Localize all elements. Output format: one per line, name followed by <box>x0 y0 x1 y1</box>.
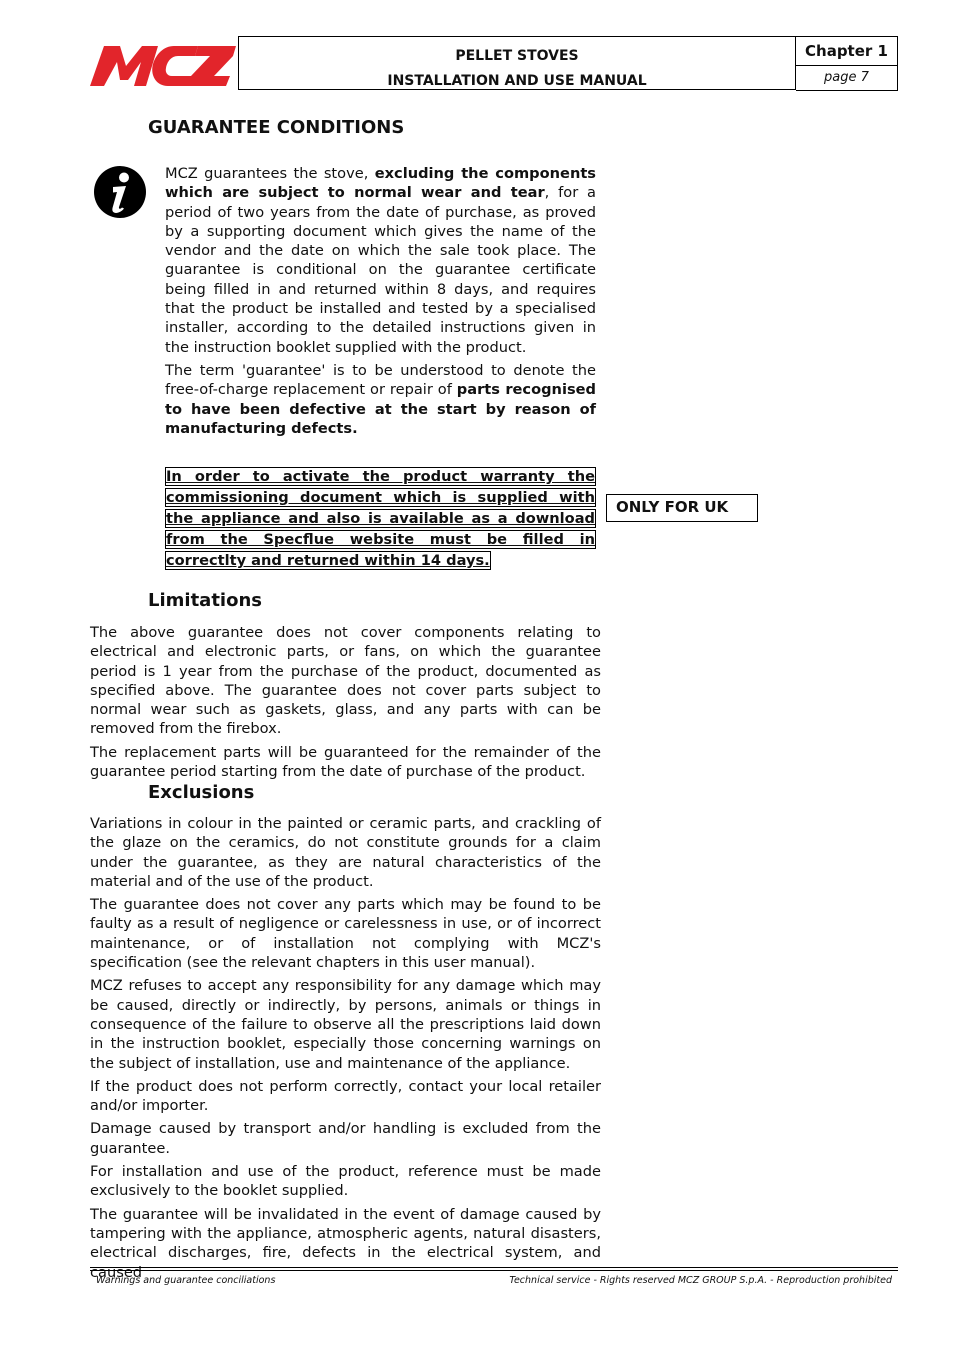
warranty-notice <box>165 466 596 571</box>
footer-right-text: Technical service - Rights reserved MCZ GROUP S.p.A. - Reproduction prohibited <box>509 1275 892 1286</box>
exclusions-paragraph-5: Damage caused by transport and/or handling is excluded from the guarantee. <box>90 1120 601 1157</box>
warranty-notice-text: In order to activate the product warranty the commissioning document which is supplied with the appliance and also is available as a download from the Specflue website must be filled in correctlty and returned within 14 days. <box>166 468 595 569</box>
product-line: PELLET STOVES <box>455 48 579 64</box>
intro-paragraph-2 <box>165 361 596 438</box>
intro-p2-bold: parts recognised to have been defective at the start by reason of manufacturing defects. <box>165 381 596 437</box>
intro-p1-text-b: , for a period of two years from the date of purchase, as proved by a supporting document which gives the name of the vendor and the date on which the sale took place. The guarantee is conditional on the guarantee certificate being filled in and returned within 8 days, and requires that the product be installed and tested by a specialised installer, according to the detailed instructions given in the instruction booklet supplied with the product. <box>165 184 597 356</box>
info-icon <box>93 165 147 219</box>
header-title-box <box>238 36 796 90</box>
exclusions-paragraph-1: Variations in colour in the painted or ceramic parts, and crackling of the glaze on the ceramics, do not constitute grounds for a claim under the guarantee, as they are natural characteristics of the material and of the use of the product. <box>90 815 601 890</box>
limitations-paragraph-1: The above guarantee does not cover components relating to electrical and electronic parts, or fans, on which the guarantee period is 1 year from the purchase of the product, documented as specified above. The guarantee does not cover parts subject to normal wear such as gaskets, glass, and any parts with can be removed from the firebox. <box>90 624 601 738</box>
exclusions-paragraph-3: MCZ refuses to accept any responsibility for any damage which may be caused, directly or indirectly, by persons, animals or things in consequence of the failure to observe all the prescriptions laid down in the instruction booklet, especially those concerning warnings on the subject of installation, use and maintenance of the appliance. <box>90 977 601 1072</box>
mcz-logo <box>90 42 236 86</box>
exclusions-paragraph-4: If the product does not perform correctly, contact your local retailer and/or importer. <box>90 1077 601 1115</box>
exclusions-paragraph-2: The guarantee does not cover any parts which may be found to be faulty as a result of negligence or carelessness in use, or of incorrect maintenance, or of installation not complying with MCZ's specification (see the relevant chapters in this user manual). <box>90 896 601 972</box>
intro-p1-bold: excluding the components which are subject to normal wear and tear <box>165 165 596 202</box>
page-label: page <box>824 70 857 85</box>
page-number-box <box>796 66 898 91</box>
footer-rule-double <box>90 1270 898 1271</box>
limitations-paragraph-2: The replacement parts will be guaranteed for the remainder of the guarantee period starting from the date of purchase of the product. <box>90 743 601 781</box>
page-number: 7 <box>860 70 869 85</box>
limitations-section <box>90 623 601 781</box>
intro-p1-text-a: MCZ guarantees the stove, <box>165 165 375 182</box>
footer-left-text: Warnings and guarantee conciliations <box>96 1275 276 1286</box>
limitations-heading: Limitations <box>148 590 262 611</box>
only-for-uk-label: ONLY FOR UK <box>606 494 758 522</box>
exclusions-paragraph-6: For installation and use of the product, reference must be made exclusively to the booklet supplied. <box>90 1163 601 1200</box>
footer-rule <box>90 1267 898 1268</box>
exclusions-heading: Exclusions <box>148 782 255 803</box>
intro-paragraph-1 <box>165 164 596 357</box>
page-title: GUARANTEE CONDITIONS <box>148 117 405 138</box>
chapter-label: Chapter 1 <box>796 36 898 66</box>
exclusions-paragraph-7: The guarantee will be invalidated in the event of damage caused by tampering with the appliance, atmospheric agents, natural disasters, electrical discharges, fire, defects in the electrical system, and caused <box>90 1205 601 1281</box>
intro-p2-text-a: The term 'guarantee' is to be understood to denote the free-of-charge replacement or repair of <box>165 361 596 399</box>
manual-title: INSTALLATION AND USE MANUAL <box>387 73 647 89</box>
exclusions-section <box>90 814 601 1282</box>
intro-section <box>165 164 596 438</box>
